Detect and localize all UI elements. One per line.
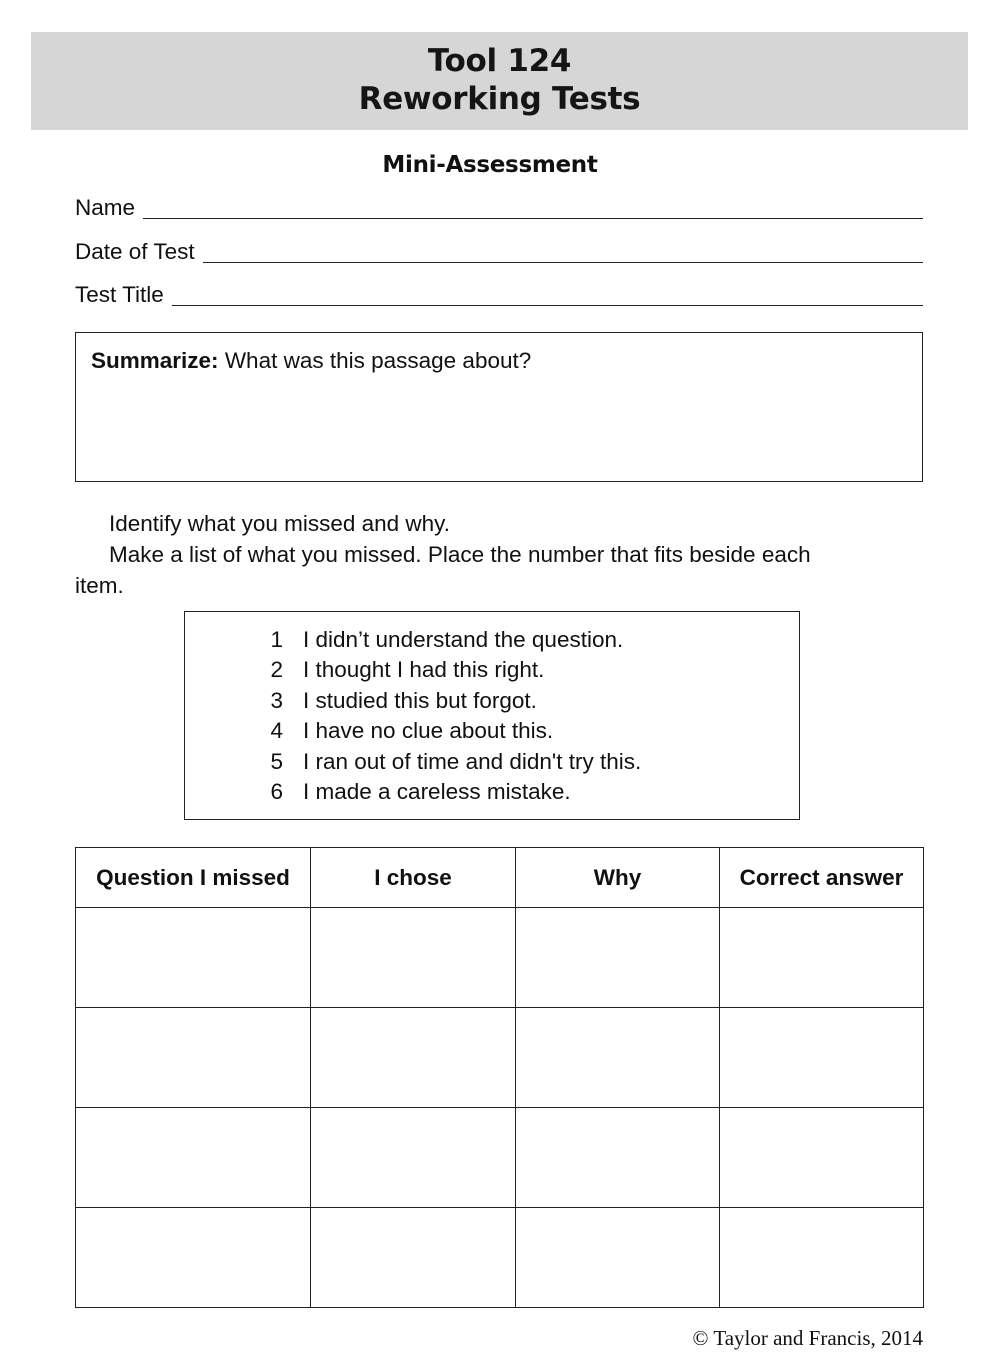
instructions <box>75 508 855 601</box>
table-cell[interactable] <box>516 1208 720 1308</box>
test-title-field[interactable] <box>75 282 923 308</box>
table-row <box>76 1208 924 1308</box>
table-row <box>76 908 924 1008</box>
date-of-test-line[interactable] <box>203 242 923 263</box>
reason-text: I thought I had this right. <box>303 657 545 683</box>
table-cell[interactable] <box>516 1108 720 1208</box>
reason-text: I studied this but forgot. <box>303 687 537 713</box>
name-label: Name <box>75 195 136 220</box>
table-cell[interactable] <box>720 908 924 1008</box>
table-cell[interactable] <box>311 1108 516 1208</box>
test-title-label: Test Title <box>75 282 164 307</box>
reason-number: 6 <box>270 779 283 805</box>
reason-item <box>185 777 799 807</box>
name-line[interactable] <box>143 198 923 219</box>
table-row <box>76 1108 924 1208</box>
subtitle: Mini-Assessment <box>382 152 598 178</box>
table-cell[interactable] <box>76 1108 311 1208</box>
table-row <box>76 1008 924 1108</box>
table-cell[interactable] <box>311 908 516 1008</box>
name-field[interactable] <box>75 195 923 221</box>
column-header-i-chose: I chose <box>311 848 516 908</box>
reason-number: 2 <box>270 657 283 683</box>
reason-text: I made a careless mistake. <box>303 779 571 805</box>
reasons-list <box>184 611 800 820</box>
instruction-line: Make a list of what you missed. Place the number that fits beside each item. <box>75 542 811 598</box>
reason-item <box>185 625 799 655</box>
column-header-why: Why <box>516 848 720 908</box>
date-of-test-label: Date of Test <box>75 239 195 264</box>
table-header-row <box>76 848 924 908</box>
reason-number: 1 <box>270 627 283 652</box>
reason-item <box>185 716 799 746</box>
table-cell[interactable] <box>311 1008 516 1108</box>
tool-number: Tool 124 <box>427 43 572 79</box>
summary-prompt: What was this passage about? <box>224 348 532 373</box>
table-cell[interactable] <box>311 1208 516 1308</box>
reason-number: 4 <box>270 718 283 744</box>
page-title: Reworking Tests <box>358 81 641 117</box>
missed-questions-table <box>75 847 924 1308</box>
table-cell[interactable] <box>516 908 720 1008</box>
reason-number: 5 <box>270 748 283 774</box>
reason-number: 3 <box>270 687 283 713</box>
date-of-test-field[interactable] <box>75 239 923 265</box>
table-cell[interactable] <box>720 1208 924 1308</box>
copyright-notice: © Taylor and Francis, 2014 <box>692 1326 923 1350</box>
table-cell[interactable] <box>76 1008 311 1108</box>
table-cell[interactable] <box>76 908 311 1008</box>
summary-box[interactable] <box>75 332 923 482</box>
reason-text: I have no clue about this. <box>303 718 554 744</box>
column-header-correct-answer: Correct answer <box>720 848 924 908</box>
column-header-question-missed: Question I missed <box>76 848 311 908</box>
test-title-line[interactable] <box>172 285 923 306</box>
instruction-line: Identify what you missed and why. <box>109 511 451 536</box>
summary-label: Summarize: <box>91 348 219 373</box>
reason-text: I didn’t understand the question. <box>303 627 624 652</box>
table-cell[interactable] <box>516 1008 720 1108</box>
table-cell[interactable] <box>720 1008 924 1108</box>
table-body <box>76 908 924 1308</box>
table-cell[interactable] <box>720 1108 924 1208</box>
reason-text: I ran out of time and didn't try this. <box>303 748 642 774</box>
reason-item <box>185 747 799 777</box>
header-band <box>31 32 968 130</box>
reason-item <box>185 655 799 685</box>
table-cell[interactable] <box>76 1208 311 1308</box>
reason-item <box>185 686 799 716</box>
